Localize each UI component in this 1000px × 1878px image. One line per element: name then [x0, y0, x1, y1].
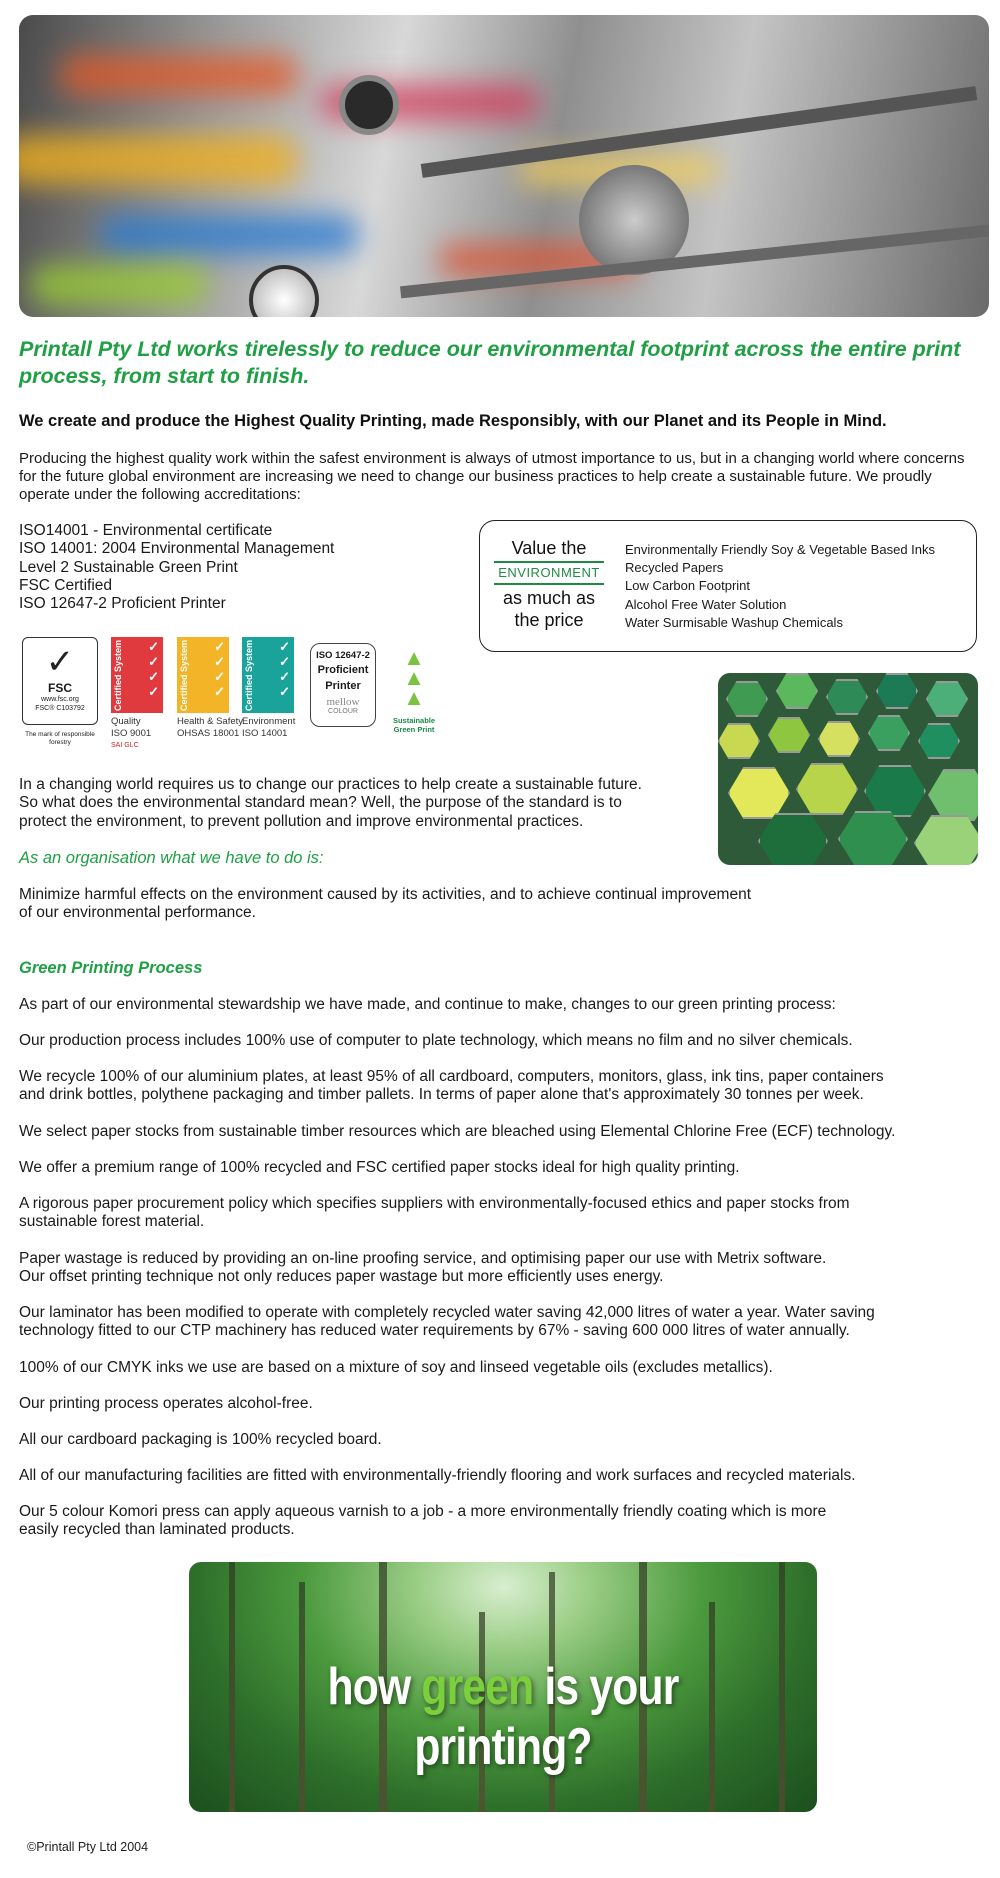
process-paragraph: [19, 1359, 999, 1377]
banner-word: how: [327, 1658, 411, 1716]
iso-line: Printer: [325, 680, 361, 692]
sgp-line: Green Print: [393, 725, 435, 734]
fsc-name: FSC: [48, 681, 72, 695]
iso-line: Proficient: [317, 664, 369, 676]
paragraph-line: easily recycled than laminated products.: [19, 1521, 295, 1539]
paragraph-line: technology fitted to our CTP machinery has reduced water requirements by 67% - saving 600 000 litres of water annually.: [19, 1322, 850, 1340]
fsc-code: FSC® C103792: [35, 705, 85, 712]
cert-caption-line: ISO 9001: [111, 728, 152, 739]
paragraph-line: We recycle 100% of our aluminium plates, at least 95% of all cardboard, computers, monitors, glass, ink tins, paper containers: [19, 1068, 884, 1085]
paragraph-line: In a changing world requires us to change our practices to help create a sustainable future.: [19, 776, 642, 793]
paragraph-line: and drink bottles, polythene packaging and timber pallets. In terms of paper alone that's approximately 30 tonnes per week.: [19, 1086, 864, 1104]
cert-caption-line: ISO 14001: [242, 728, 288, 739]
process-paragraph: [19, 1467, 999, 1485]
paragraph-line: All our cardboard packaging is 100% recycled board.: [19, 1431, 382, 1448]
fsc-url: www.fsc.org: [41, 696, 79, 703]
hero-press-image: [19, 15, 989, 317]
slogan-line: the price: [514, 610, 584, 630]
paragraph-line: of our environmental performance.: [19, 904, 256, 922]
green-printing-heading: Green Printing Process: [19, 959, 203, 977]
accreditation-item: Level 2 Sustainable Green Print: [19, 558, 238, 576]
intro-paragraph: Producing the highest quality work within the safest environment is always of utmost importance to us, but in a changing world where concerns for the future global environment are increasing we need to change our business practices to help create a sustainable future. We proudly operate under the following accreditations:: [19, 450, 965, 503]
process-paragraph: [19, 996, 999, 1014]
paragraph-line: Our printing process operates alcohol-free.: [19, 1395, 313, 1412]
leaf-icon: ▲ ▲ ▲: [403, 645, 425, 710]
value-slogan: [494, 537, 604, 631]
accreditation-item: FSC Certified: [19, 576, 113, 594]
subheading: We create and produce the Highest Quality Printing, made Responsibly, with our Planet and its People in Mind.: [19, 412, 887, 430]
cert-health-safety-badge: [177, 637, 229, 713]
paragraph-line: We select paper stocks from sustainable timber resources which are bleached using Elemental Chlorine Free (ECF) technology.: [19, 1123, 896, 1140]
cert-caption-line: OHSAS 18001: [177, 728, 240, 739]
process-paragraph: [19, 1032, 999, 1050]
accreditation-item: ISO14001 - Environmental certificate: [19, 522, 273, 539]
changing-world-paragraph: [19, 776, 719, 831]
paragraph-line: Our laminator has been modified to operate with completely recycled water saving 42,000 litres of water a year. Water saving: [19, 1304, 875, 1321]
copyright-footer: ©Printall Pty Ltd 2004: [27, 1840, 149, 1854]
cert-label: Certified System: [113, 639, 123, 711]
banner-slogan: [246, 1657, 761, 1777]
banner-word: is your printing?: [414, 1658, 679, 1776]
cert-caption-line: Environment: [242, 716, 296, 727]
fsc-logo: [22, 637, 98, 725]
cert-label: Certified System: [244, 639, 254, 711]
paragraph-line: Our offset printing technique not only reduces paper wastage but more efficiently uses energy.: [19, 1268, 664, 1286]
slogan-environment: ENVIRONMENT: [494, 561, 604, 585]
paragraph-line: Paper wastage is reduced by providing an on-line proofing service, and optimising paper our use with Metrix software.: [19, 1250, 827, 1267]
process-paragraph: [19, 1304, 999, 1341]
fsc-tree-icon: ✓: [45, 643, 75, 681]
process-paragraph: [19, 1431, 999, 1449]
cert-caption-line: Quality: [111, 716, 141, 727]
cert-environment-caption: [242, 716, 295, 740]
paragraph-line: A rigorous paper procurement policy which specifies suppliers with environmentally-focused ethics and paper stocks from: [19, 1195, 850, 1212]
iso-proficient-printer-badge: [310, 643, 376, 727]
cert-caption-line: Health & Safety: [177, 716, 244, 727]
banner-word-green: green: [421, 1658, 534, 1716]
cert-environment-badge: [242, 637, 294, 713]
paragraph-line: Our 5 colour Komori press can apply aqueous varnish to a job - a more environmentally friendly coating which is more: [19, 1503, 827, 1520]
paragraph-line: So what does the environmental standard mean? Well, the purpose of the standard is to: [19, 794, 622, 812]
sgp-line: Sustainable: [392, 716, 436, 725]
paragraph-line: All of our manufacturing facilities are fitted with environmentally-friendly flooring and work surfaces and recycled materials.: [19, 1467, 856, 1484]
iso-brand: mellow: [326, 696, 360, 708]
value-features-list: [625, 541, 935, 632]
organisation-heading: As an organisation what we have to do is:: [19, 849, 324, 867]
paragraph-line: sustainable forest material.: [19, 1213, 205, 1231]
cert-label: Certified System: [179, 639, 189, 711]
paragraph-line: Minimize harmful effects on the environment caused by its activities, and to achieve continual improvement: [19, 886, 752, 903]
paragraph-line: protect the environment, to prevent pollution and improve environmental practices.: [19, 812, 584, 830]
cert-health-safety-caption: [177, 716, 243, 740]
cert-caption-line: SAI GLC: [111, 742, 139, 749]
feature-item: Water Surmisable Washup Chemicals: [625, 614, 843, 630]
process-paragraph: [19, 1250, 999, 1287]
page-headline: Printall Pty Ltd works tirelessly to reduce our environmental footprint across the entire print process, from start to finish.: [19, 337, 961, 388]
accreditation-item: ISO 14001: 2004 Environmental Management: [19, 540, 335, 558]
paragraph-line: Our production process includes 100% use of computer to plate technology, which means no film and no silver chemicals.: [19, 1032, 853, 1049]
value-environment-box: [479, 520, 977, 652]
process-paragraph: [19, 1123, 999, 1141]
feature-item: Alcohol Free Water Solution: [625, 596, 787, 612]
iso-code: ISO 12647-2: [316, 650, 370, 661]
process-paragraph: [19, 1159, 999, 1177]
slogan-line: Value the: [511, 538, 587, 558]
accreditations-list: [19, 522, 334, 613]
paragraph-line: As part of our environmental stewardship we have made, and continue to make, changes to our green printing process:: [19, 996, 836, 1013]
process-paragraph: [19, 1503, 999, 1540]
feature-item: Low Carbon Footprint: [625, 578, 751, 594]
ink-hexagon-photo: [718, 673, 978, 865]
cert-quality-caption: [111, 716, 151, 752]
checkmark-icon: ✓ ✓ ✓ ✓: [148, 639, 159, 699]
minimize-paragraph: [19, 886, 751, 923]
sustainable-green-print-logo: [390, 645, 438, 734]
feature-item: Environmentally Friendly Soy & Vegetable Based Inks: [625, 542, 936, 557]
how-green-banner: [189, 1562, 817, 1812]
cert-quality-badge: [111, 637, 163, 713]
checkmark-icon: ✓ ✓ ✓ ✓: [214, 639, 225, 699]
accreditation-item: ISO 12647-2 Proficient Printer: [19, 595, 226, 613]
slogan-line: as much as: [502, 588, 596, 608]
process-paragraph: [19, 1395, 999, 1413]
process-paragraph: [19, 1195, 999, 1232]
fsc-caption: The mark of responsible forestry: [25, 731, 95, 746]
checkmark-icon: ✓ ✓ ✓ ✓: [279, 639, 290, 699]
process-paragraph: [19, 1068, 999, 1105]
paragraph-line: 100% of our CMYK inks we use are based on a mixture of soy and linseed vegetable oils (excludes metallics).: [19, 1359, 773, 1376]
iso-brand-sub: COLOUR: [328, 708, 358, 715]
paragraph-line: We offer a premium range of 100% recycled and FSC certified paper stocks ideal for high quality printing.: [19, 1159, 740, 1176]
feature-item: Recycled Papers: [625, 560, 724, 576]
